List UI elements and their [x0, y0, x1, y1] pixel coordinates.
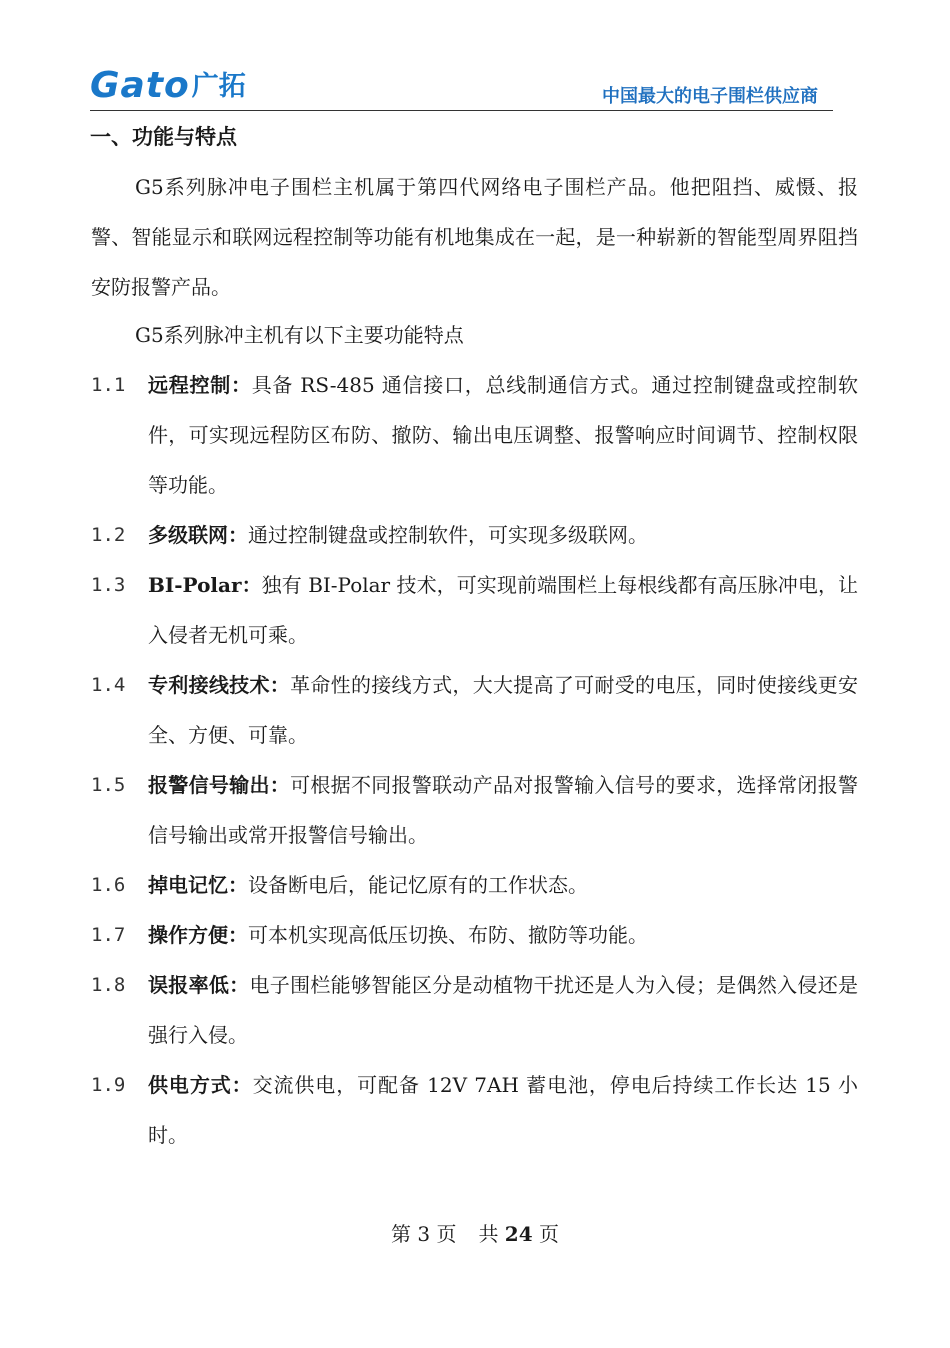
feature-body [148, 910, 858, 960]
feature-number: 1.1 [91, 374, 126, 396]
feature-number: 1.5 [91, 774, 126, 796]
header-divider [90, 110, 833, 111]
feature-term: 远程控制： [148, 373, 252, 397]
feature-number: 1.9 [91, 1074, 126, 1096]
feature-number: 1.2 [91, 524, 126, 546]
total-label-suffix: 页 [539, 1222, 559, 1246]
feature-term: 多级联网： [148, 523, 248, 547]
page-label-prefix: 第 [390, 1222, 411, 1246]
feature-desc: 可根据不同报警联动产品对报警输入信号的要求，选择常闭报警信号输出或常开报警信号输出。 [148, 773, 859, 847]
logo-chinese: 广拓 [191, 70, 246, 102]
header-tagline: 中国最大的电子围栏供应商 [602, 86, 818, 107]
feature-desc: 通过控制键盘或控制软件，可实现多级联网。 [248, 523, 648, 547]
page-label-suffix: 页 [436, 1222, 457, 1246]
feature-item [91, 760, 858, 860]
feature-item [91, 910, 858, 960]
feature-desc: 电子围栏能够智能区分是动植物干扰还是人为入侵；是偶然入侵还是强行入侵。 [148, 973, 859, 1047]
feature-body [148, 360, 858, 510]
intro-paragraph: G5系列脉冲电子围栏主机属于第四代网络电子围栏产品。他把阻挡、威慑、报警、智能显示和联网远程控制等功能有机地集成在一起，是一种崭新的智能型周界阻挡安防报警产品。 [91, 175, 858, 299]
feature-number: 1.8 [91, 974, 126, 996]
feature-body [148, 760, 858, 860]
feature-body [148, 960, 858, 1060]
feature-term: 操作方便： [148, 923, 248, 947]
feature-item [91, 960, 858, 1060]
gato-logo [90, 66, 246, 106]
feature-term: 掉电记忆： [148, 873, 248, 897]
feature-number: 1.7 [91, 924, 126, 946]
feature-list [91, 360, 858, 1160]
feature-number: 1.3 [91, 574, 126, 596]
feature-item [91, 510, 858, 560]
feature-desc: 交流供电，可配备 12V 7AH 蓄电池，停电后持续工作长达 15 小时。 [148, 1073, 858, 1147]
logo-wordmark: Gato [90, 65, 190, 106]
feature-desc: 独有 BI-Polar 技术，可实现前端围栏上每根线都有高压脉冲电，让入侵者无机可乘。 [148, 573, 859, 647]
feature-body [148, 510, 858, 560]
page-header [0, 0, 950, 115]
feature-desc: 设备断电后，能记忆原有的工作状态。 [248, 873, 588, 897]
feature-desc: 革命性的接线方式，大大提高了可耐受的电压，同时使接线更安全、方便、可靠。 [148, 673, 859, 747]
feature-item [91, 360, 858, 510]
feature-term: 报警信号输出： [148, 773, 291, 797]
feature-number: 1.4 [91, 674, 126, 696]
page-footer [0, 1218, 950, 1250]
page-total: 24 [504, 1222, 533, 1246]
feature-body [148, 1060, 858, 1160]
feature-body [148, 860, 858, 910]
feature-item [91, 560, 858, 660]
feature-body [148, 660, 858, 760]
feature-desc: 具备 RS-485 通信接口，总线制通信方式。通过控制键盘或控制软件，可实现远程防区布防、撤防、输出电压调整、报警响应时间调节、控制权限等功能。 [148, 373, 858, 497]
feature-term: 供电方式： [148, 1073, 253, 1097]
section-title: 一、功能与特点 [90, 124, 237, 149]
feature-body [148, 560, 858, 660]
feature-item [91, 660, 858, 760]
page-current: 3 [417, 1222, 431, 1246]
features-lead-paragraph: G5系列脉冲主机有以下主要功能特点 [135, 323, 464, 347]
feature-term: 专利接线技术： [148, 673, 291, 697]
feature-item [91, 1060, 858, 1160]
feature-desc: 可本机实现高低压切换、布防、撤防等功能。 [248, 923, 648, 947]
feature-number: 1.6 [91, 874, 126, 896]
feature-item [91, 860, 858, 910]
feature-term: 误报率低： [148, 973, 250, 997]
total-label-prefix: 共 [478, 1222, 499, 1246]
feature-term: BI-Polar： [148, 573, 262, 597]
